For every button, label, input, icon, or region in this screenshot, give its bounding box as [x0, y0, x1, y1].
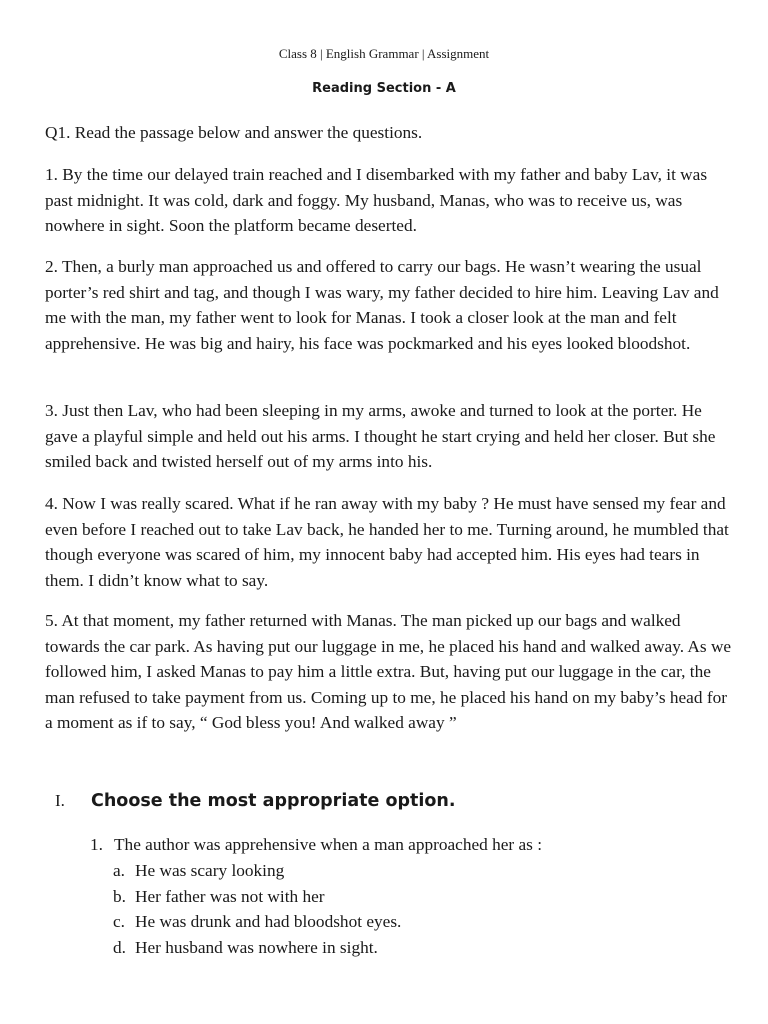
exercise-numeral: I. [55, 791, 65, 810]
option-letter: a. [113, 861, 125, 880]
question-item [90, 832, 740, 858]
option-text: He was drunk and had bloodshot eyes. [135, 912, 402, 932]
option-item [113, 909, 733, 935]
passage-paragraph-5: 5. At that moment, my father returned with Manas. The man picked up our bags and walked towards the car park. As having put our luggage in me, he placed his hand and walked away. As we followed him, I asked Manas to pay him a little extra. But, having put our luggage in the car, the man refused to take payment from us. Coming up to me, he placed his hand on my baby’s head for a moment as if to say, “ God bless you! And walked away ” [45, 611, 732, 732]
exercise-heading [55, 788, 735, 815]
option-text: Her father was not with her [135, 886, 325, 906]
question-number: 1. [90, 835, 103, 854]
option-text: Her husband was nowhere in sight. [135, 937, 378, 957]
passage-paragraph-3: 3. Just then Lav, who had been sleeping in my arms, awoke and turned to look at the porter. He gave a playful simple and held out his arms. I thought he start crying and held her closer. But she smiled back and twisted herself out of my arms into his. [45, 401, 716, 471]
passage-paragraph-4: 4. Now I was really scared. What if he ran away with my baby ? He must have sensed my fear and even before I reached out to take Lav back, he handed her to me. Turning around, he mumbled that though everyone was scared of him, my innocent baby had accepted him. His eyes had tears in them. I didn’t know what to say. [45, 494, 729, 590]
option-letter: c. [113, 912, 125, 932]
exercise-title: Choose the most appropriate option. [91, 791, 456, 811]
passage-paragraph-2: 2. Then, a burly man approached us and offered to carry our bags. He wasn’t wearing the usual porter’s red shirt and tag, and though I was wary, my father decided to hire him. Leaving Lav and me with the man, my father went to look for Manas. I took a closer look at the man and felt apprehensive. He was big and hairy, his face was pockmarked and his eyes looked bloodshot. [45, 257, 719, 353]
passage-paragraph-1: 1. By the time our delayed train reached and I disembarked with my father and baby Lav, it was past midnight. It was cold, dark and foggy. My husband, Manas, who was to receive us, was nowhere in sight. Soon the platform became deserted. [45, 165, 708, 235]
section-title: Reading Section - A [312, 81, 456, 96]
option-letter: b. [113, 886, 126, 906]
question-instruction: Q1. Read the passage below and answer the questions. [45, 123, 423, 142]
options-list [113, 858, 733, 960]
option-item [113, 858, 733, 884]
option-item [113, 884, 733, 910]
option-text: He was scary looking [135, 861, 285, 880]
question-text: The author was apprehensive when a man approached her as : [114, 835, 543, 854]
option-item [113, 935, 733, 961]
option-letter: d. [113, 937, 126, 957]
document-header: Class 8 | English Grammar | Assignment [278, 46, 490, 61]
